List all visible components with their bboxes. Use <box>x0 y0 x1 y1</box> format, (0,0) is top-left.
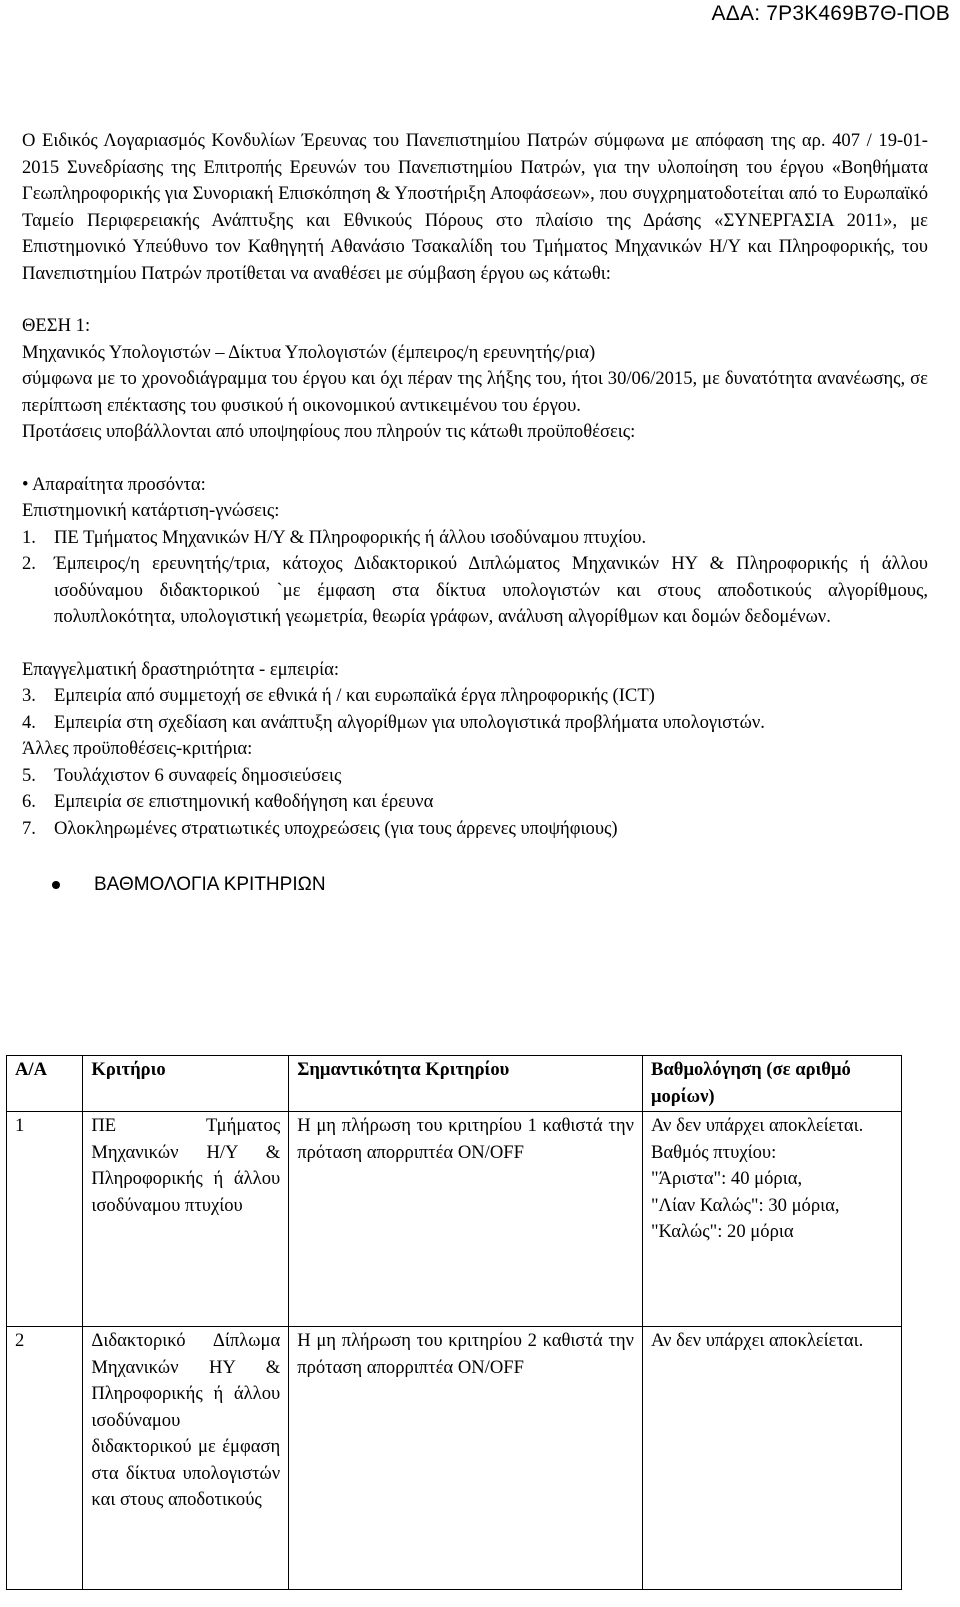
table-cell: 1 <box>7 1112 83 1327</box>
list-text: Εμπειρία από συμμετοχή σε εθνικά ή / και ευρωπαϊκά έργα πληροφορικής (ICT) <box>54 685 655 706</box>
list-item <box>22 525 928 552</box>
table-header-cell: Βαθμολόγηση (σε αριθμό μορίων) <box>642 1056 901 1112</box>
position-title: Μηχανικός Υπολογιστών – Δίκτυα Υπολογιστών (έμπειρος/η ερευνητής/ρια) <box>22 341 596 363</box>
bullet-icon <box>52 881 60 889</box>
scoring-line: "Άριστα": 40 μόρια, <box>650 1168 803 1189</box>
list-item <box>22 551 928 631</box>
table-cell: Αν δεν υπάρχει αποκλείεται. <box>642 1327 901 1590</box>
sci-heading: Επιστημονική κατάρτιση-γνώσεις: <box>22 500 280 521</box>
other-heading: Άλλες προϋποθέσεις-κριτήρια: <box>22 738 253 759</box>
table-cell: 2 <box>7 1327 83 1590</box>
proposals-text: Προτάσεις υποβάλλονται από υποψηφίους που πληρούν τις κάτωθι προϋποθέσεις: <box>22 421 636 442</box>
position-label: ΘΕΣΗ 1: <box>22 315 91 336</box>
criteria-title: ΒΑΘΜΟΛΟΓΙΑ ΚΡΙΤΗΡΙΩΝ <box>94 874 326 895</box>
list-number: 6. <box>22 791 36 812</box>
table-header-cell: Α/Α <box>7 1056 83 1112</box>
table-header-cell: Σημαντικότητα Κριτηρίου <box>289 1056 643 1112</box>
requirements-heading: • Απαραίτητα προσόντα: <box>22 473 206 495</box>
table-cell: Διδακτορικό Δίπλωμα Μηχανικών ΗΥ & Πληροφορικής ή άλλου ισοδύναμου διδακτορικού με έμφαση στα δίκτυα υπολογιστών και στους αποδοτικούς <box>83 1327 289 1590</box>
list-number: 5. <box>22 764 36 786</box>
table-header-cell: Κριτήριο <box>83 1056 289 1112</box>
list-item <box>22 710 928 737</box>
scoring-line: "Καλώς": 20 μόρια <box>650 1221 794 1242</box>
position-duration: σύμφωνα με το χρονοδιάγραμμα του έργου και όχι πέραν της λήξης του, ήτοι 30/06/2015, με δυνατότητα ανανέωσης, σε περίπτωση επέκτασης του φυσικού ή οικονομικού αντικειμένου του έργου. <box>22 368 928 416</box>
list-text: Έμπειρος/η ερευνητής/τρια, κάτοχος Διδακτορικού Διπλώματος Μηχανικών ΗΥ & Πληροφορικής ή άλλου ισοδύναμου διδακτορικού `με έμφαση στα δίκτυα υπολογιστών και στους αποδοτικούς αλγορίθμους, πολυπλοκότητα, υπολογιστική γεωμετρία, θεωρία γράφων, ανάλυση αλγορίθμων και δομών δεδομένων. <box>54 553 928 627</box>
table-row <box>7 1112 902 1327</box>
scoring-line: Βαθμός πτυχίου: <box>650 1141 777 1163</box>
list-number: 2. <box>22 553 36 574</box>
list-text: Εμπειρία στη σχεδίαση και ανάπτυξη αλγορίθμων για υπολογιστικά προβλήματα υπολογιστών. <box>54 711 765 733</box>
list-number: 1. <box>22 526 36 548</box>
list-item <box>22 816 928 843</box>
list-text: Εμπειρία σε επιστημονική καθοδήγηση και έρευνα <box>54 791 434 812</box>
table-cell <box>642 1112 901 1327</box>
intro-paragraph: Ο Ειδικός Λογαριασμός Κονδυλίων Έρευνας του Πανεπιστημίου Πατρών σύμφωνα με απόφαση της αρ. 407 / 19-01-2015 Συνεδρίασης της Επιτροπής Ερευνών του Πανεπιστημίου Πατρών, για την υλοποίηση του έργου «Βοηθήματα Γεωπληροφορικής για Συνοριακή Επισκόπηση & Υποστήριξη Αποφάσεων», που συγχρηματοδοτείται από το Ευρωπαϊκό Ταμείο Περιφερειακής Ανάπτυξης και Εθνικούς Πόρους στο πλαίσιο της Δράσης «ΣΥΝΕΡΓΑΣΙΑ 2011», με Επιστημονικό Υπεύθυνο τον Καθηγητή Αθανάσιο Τσακαλίδη του Τμήματος Μηχανικών Η/Υ και Πληροφορικής, του Πανεπιστημίου Πατρών προτίθεται να αναθέσει με σύμβαση έργου ως κάτωθι: <box>22 130 928 284</box>
list-item <box>22 683 928 710</box>
document-body <box>22 128 928 899</box>
list-item <box>22 763 928 790</box>
list-text: ΠΕ Τμήματος Μηχανικών Η/Υ & Πληροφορικής ή άλλου ισοδύναμου πτυχίου. <box>54 526 647 548</box>
criteria-title-row <box>52 872 928 899</box>
table-cell: ΠΕ Τμήματος Μηχανικών Η/Υ & Πληροφορικής ή άλλου ισοδύναμου πτυχίου <box>83 1112 289 1327</box>
list-number: 3. <box>22 685 36 706</box>
table-cell: Η μη πλήρωση του κριτηρίου 2 καθιστά την πρόταση απορριπτέα ON/OFF <box>289 1327 643 1590</box>
table-cell: Η μη πλήρωση του κριτηρίου 1 καθιστά την πρόταση απορριπτέα ON/OFF <box>289 1112 643 1327</box>
list-item <box>22 789 928 816</box>
table-header-row <box>7 1056 902 1112</box>
list-text: Ολοκληρωμένες στρατιωτικές υποχρεώσεις (για τους άρρενες υποψήφιους) <box>54 817 618 839</box>
list-number: 4. <box>22 711 36 733</box>
list-number: 7. <box>22 817 36 839</box>
pro-heading: Επαγγελματική δραστηριότητα - εμπειρία: <box>22 658 339 680</box>
criteria-table <box>6 1055 902 1590</box>
scoring-line: Αν δεν υπάρχει αποκλείεται. <box>650 1115 864 1136</box>
ada-code: ΑΔΑ: 7Ρ3Κ469Β7Θ-ΠΟΒ <box>711 2 950 25</box>
list-text: Τουλάχιστον 6 συναφείς δημοσιεύσεις <box>54 764 342 786</box>
scoring-line: "Λίαν Καλώς": 30 μόρια, <box>650 1194 840 1216</box>
table-row <box>7 1327 902 1590</box>
